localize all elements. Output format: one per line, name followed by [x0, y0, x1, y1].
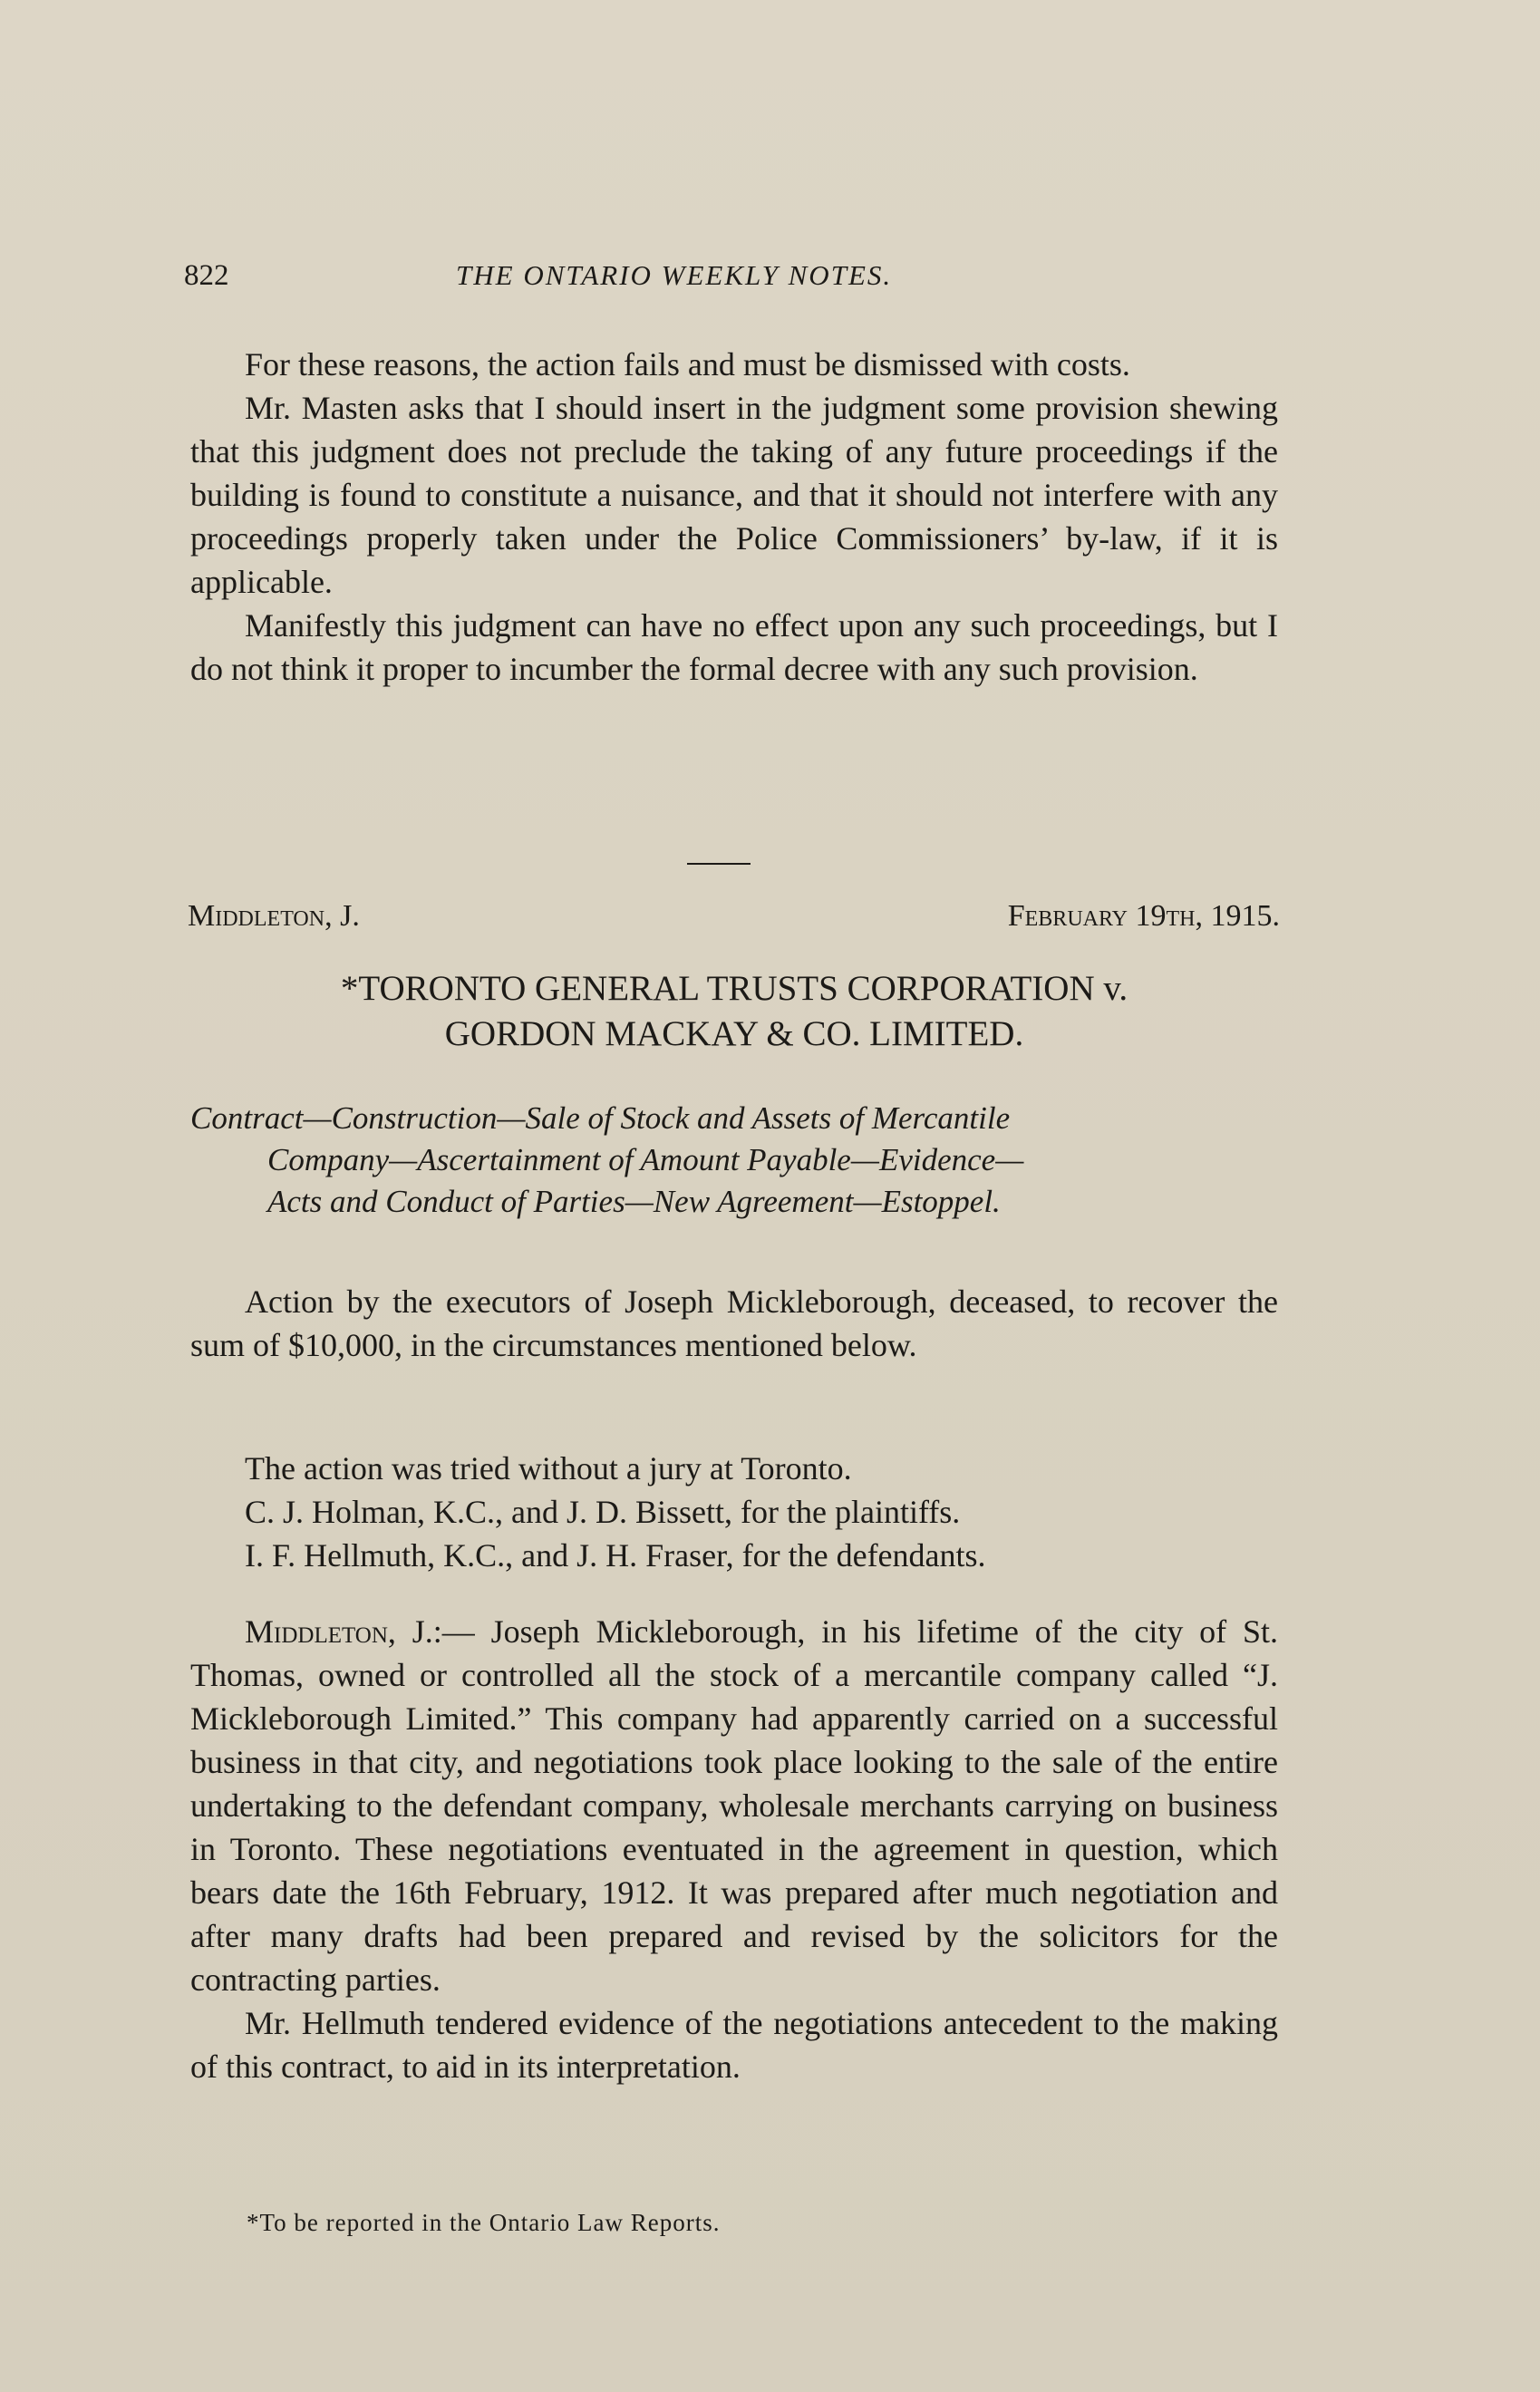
trial-details [190, 1447, 1278, 1577]
trial-line: The action was tried without a jury at Toronto. [245, 1450, 852, 1487]
previous-case-conclusion [190, 343, 1278, 691]
footnote: *To be reported in the Ontario Law Reports. [247, 2209, 721, 2236]
counsel-defendants: I. F. Hellmuth, K.C., and J. H. Fraser, for the defendants. [245, 1537, 986, 1574]
judgment-text [190, 1610, 1278, 2088]
headnote-line: Company—Ascertainment of Amount Payable—Evidence— [267, 1142, 1024, 1177]
paragraph: Mr. Masten asks that I should insert in the judgment some provision shewing that this judgment does not preclude the taking of any future proceedings if the building is found to constitute a nuisance, and that it should not interfere with any proceedings properly taken under the Police Commissioners’ by-law, if it is applicable. [190, 390, 1278, 600]
headnote-line: Acts and Conduct of Parties—New Agreement—Estoppel. [267, 1184, 1001, 1219]
judgment-date: February 19th, 1915. [1007, 899, 1280, 933]
case-title-line: *TORONTO GENERAL TRUSTS CORPORATION v. [340, 969, 1128, 1008]
headnote [190, 1098, 1278, 1223]
judgment-opening: Middleton, J.:— [245, 1613, 475, 1650]
paragraph: For these reasons, the action fails and must be dismissed with costs. [245, 346, 1130, 383]
case-title [186, 966, 1283, 1057]
running-head: THE ONTARIO WEEKLY NOTES. [456, 259, 893, 291]
page-header [184, 259, 1281, 295]
paragraph: Action by the executors of Joseph Mickleborough, deceased, to recover the sum of $10,000, in the circumstances mentioned below. [190, 1283, 1278, 1363]
headnote-line: Contract—Construction—Sale of Stock and Assets of Mercantile [190, 1100, 1011, 1136]
paragraph: Mr. Hellmuth tendered evidence of the negotiations antecedent to the making of this contract, to aid in its interpretation. [190, 2005, 1278, 2085]
judge-name: Middleton, J. [188, 899, 360, 933]
counsel-plaintiffs: C. J. Holman, K.C., and J. D. Bissett, for the plaintiffs. [245, 1494, 961, 1530]
section-divider [687, 863, 751, 865]
case-intro [190, 1280, 1278, 1367]
case-title-line: GORDON MACKAY & CO. LIMITED. [444, 1014, 1024, 1053]
page-number: 822 [184, 259, 229, 292]
judgment-paragraph-text: Joseph Mickleborough, in his lifetime of the city of St. Thomas, owned or controlled all the stock of a mercantile company called “J. Mickleborough Limited.” This company had apparently carried on a successful business in that city, and negotiations took place looking to the sale of the entire undertaking to the defendant company, wholesale merchants carrying on business in Toronto. These negotiations eventuated in the agreement in question, which bears date the 16th February, 1912. It was prepared after much negotiation and after many drafts had been prepared and revised by the solicitors for the contracting parties. [190, 1613, 1279, 1998]
paragraph: Manifestly this judgment can have no effect upon any such proceedings, but I do not think it proper to incumber the formal decree with any such provision. [190, 607, 1278, 687]
paragraph [190, 1610, 1278, 2001]
